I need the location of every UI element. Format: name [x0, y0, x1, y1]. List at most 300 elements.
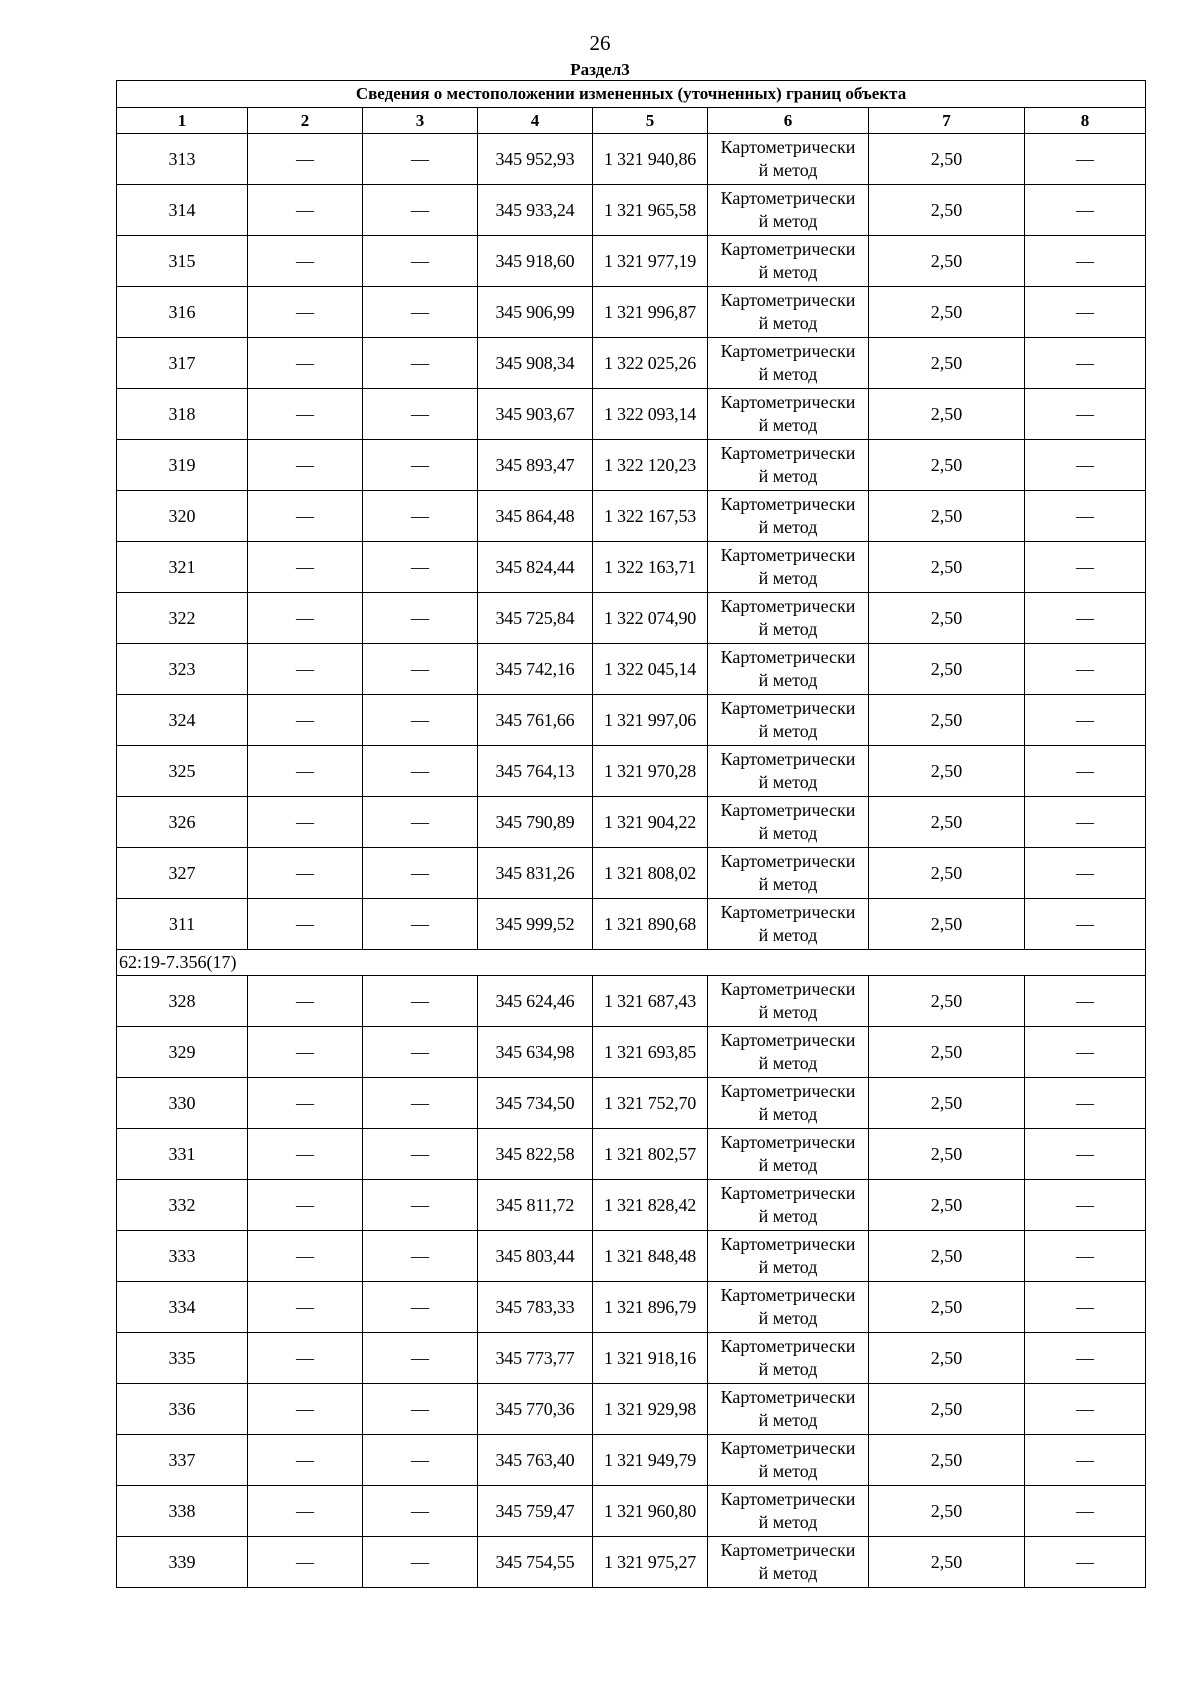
dash-cell: — [363, 593, 478, 644]
point-number: 328 [117, 976, 248, 1027]
coordinate-x: 345 790,89 [478, 797, 593, 848]
dash-cell: — [1025, 899, 1146, 950]
point-number: 322 [117, 593, 248, 644]
method-line-1: Картометрически [720, 290, 856, 310]
method-cell [708, 1129, 869, 1180]
page-number: 26 [589, 31, 611, 55]
method-line-2: й метод [758, 874, 818, 894]
dash-cell: — [363, 695, 478, 746]
coordinate-y: 1 321 975,27 [593, 1537, 708, 1588]
method-line-1: Картометрически [720, 1081, 856, 1101]
dash-cell: — [363, 1486, 478, 1537]
coordinate-y: 1 322 074,90 [593, 593, 708, 644]
coordinate-y: 1 322 163,71 [593, 542, 708, 593]
accuracy-value: 2,50 [869, 491, 1025, 542]
coordinate-x: 345 759,47 [478, 1486, 593, 1537]
method-line-2: й метод [758, 1155, 818, 1175]
method-cell [708, 1282, 869, 1333]
coordinate-x: 345 725,84 [478, 593, 593, 644]
accuracy-value: 2,50 [869, 1027, 1025, 1078]
method-line-1: Картометрически [720, 239, 856, 259]
dash-cell: — [363, 491, 478, 542]
accuracy-value: 2,50 [869, 1486, 1025, 1537]
dash-cell: — [363, 389, 478, 440]
dash-cell: — [1025, 287, 1146, 338]
method-line-2: й метод [758, 1461, 818, 1481]
accuracy-value: 2,50 [869, 593, 1025, 644]
method-cell [708, 1486, 869, 1537]
accuracy-value: 2,50 [869, 236, 1025, 287]
method-line-2: й метод [758, 1359, 818, 1379]
dash-cell: — [248, 1282, 363, 1333]
accuracy-value: 2,50 [869, 134, 1025, 185]
point-number: 325 [117, 746, 248, 797]
dash-cell: — [248, 542, 363, 593]
dash-cell: — [1025, 338, 1146, 389]
method-cell [708, 236, 869, 287]
dash-cell: — [1025, 695, 1146, 746]
coordinate-y: 1 321 997,06 [593, 695, 708, 746]
coordinate-y: 1 321 896,79 [593, 1282, 708, 1333]
point-number: 319 [117, 440, 248, 491]
dash-cell: — [363, 1384, 478, 1435]
coordinate-y: 1 321 949,79 [593, 1435, 708, 1486]
method-cell [708, 899, 869, 950]
table-caption-row [117, 81, 1146, 108]
column-header-4: 4 [478, 108, 593, 134]
point-number: 326 [117, 797, 248, 848]
dash-cell: — [363, 1333, 478, 1384]
table-row [117, 389, 1146, 440]
method-cell [708, 1027, 869, 1078]
point-number: 317 [117, 338, 248, 389]
method-line-2: й метод [758, 568, 818, 588]
coordinate-x: 345 893,47 [478, 440, 593, 491]
coordinate-y: 1 321 977,19 [593, 236, 708, 287]
table-row [117, 797, 1146, 848]
coordinate-y: 1 322 120,23 [593, 440, 708, 491]
dash-cell: — [1025, 236, 1146, 287]
group-label-row [117, 950, 1146, 976]
method-line-2: й метод [758, 823, 818, 843]
dash-cell: — [363, 1435, 478, 1486]
method-line-2: й метод [758, 415, 818, 435]
coordinate-y: 1 322 025,26 [593, 338, 708, 389]
method-cell [708, 287, 869, 338]
coordinate-y: 1 321 918,16 [593, 1333, 708, 1384]
dash-cell: — [248, 1333, 363, 1384]
coordinate-x: 345 906,99 [478, 287, 593, 338]
dash-cell: — [1025, 1180, 1146, 1231]
dash-cell: — [1025, 1435, 1146, 1486]
method-cell [708, 1180, 869, 1231]
point-number: 313 [117, 134, 248, 185]
method-cell [708, 1435, 869, 1486]
coordinate-y: 1 321 693,85 [593, 1027, 708, 1078]
column-header-8: 8 [1025, 108, 1146, 134]
method-cell [708, 593, 869, 644]
table-row [117, 542, 1146, 593]
table-row [117, 1486, 1146, 1537]
dash-cell: — [1025, 491, 1146, 542]
method-cell [708, 542, 869, 593]
coordinate-y: 1 321 970,28 [593, 746, 708, 797]
coordinate-x: 345 773,77 [478, 1333, 593, 1384]
column-header-2: 2 [248, 108, 363, 134]
coordinate-y: 1 322 167,53 [593, 491, 708, 542]
table-row [117, 1129, 1146, 1180]
coordinate-x: 345 933,24 [478, 185, 593, 236]
table-row [117, 746, 1146, 797]
accuracy-value: 2,50 [869, 185, 1025, 236]
coordinates-table [116, 80, 1146, 1588]
coordinate-x: 345 811,72 [478, 1180, 593, 1231]
method-line-1: Картометрически [720, 1489, 856, 1509]
coordinate-x: 345 918,60 [478, 236, 593, 287]
dash-cell: — [248, 1129, 363, 1180]
coordinate-x: 345 634,98 [478, 1027, 593, 1078]
coordinate-x: 345 754,55 [478, 1537, 593, 1588]
dash-cell: — [248, 440, 363, 491]
dash-cell: — [248, 185, 363, 236]
coordinate-y: 1 321 848,48 [593, 1231, 708, 1282]
dash-cell: — [1025, 593, 1146, 644]
method-line-1: Картометрически [720, 1183, 856, 1203]
coordinate-y: 1 321 996,87 [593, 287, 708, 338]
dash-cell: — [248, 1486, 363, 1537]
dash-cell: — [1025, 848, 1146, 899]
dash-cell: — [363, 440, 478, 491]
dash-cell: — [363, 848, 478, 899]
method-line-1: Картометрически [720, 188, 856, 208]
method-line-1: Картометрически [720, 1030, 856, 1050]
accuracy-value: 2,50 [869, 899, 1025, 950]
method-line-2: й метод [758, 313, 818, 333]
coordinate-x: 345 734,50 [478, 1078, 593, 1129]
accuracy-value: 2,50 [869, 848, 1025, 899]
point-number: 331 [117, 1129, 248, 1180]
dash-cell: — [363, 1027, 478, 1078]
method-line-2: й метод [758, 262, 818, 282]
accuracy-value: 2,50 [869, 976, 1025, 1027]
table-row [117, 1384, 1146, 1435]
table-caption: Сведения о местоположении измененных (уточненных) границ объекта [117, 81, 1146, 108]
method-line-1: Картометрически [720, 1336, 856, 1356]
coordinate-x: 345 742,16 [478, 644, 593, 695]
dash-cell: — [363, 1180, 478, 1231]
point-number: 334 [117, 1282, 248, 1333]
coordinate-x: 345 999,52 [478, 899, 593, 950]
table-row [117, 287, 1146, 338]
table-row [117, 236, 1146, 287]
method-line-1: Картометрически [720, 800, 856, 820]
coordinate-y: 1 321 960,80 [593, 1486, 708, 1537]
coordinate-y: 1 321 802,57 [593, 1129, 708, 1180]
accuracy-value: 2,50 [869, 287, 1025, 338]
group-label: 62:19-7.356(17) [117, 950, 1146, 976]
accuracy-value: 2,50 [869, 1333, 1025, 1384]
dash-cell: — [1025, 1129, 1146, 1180]
dash-cell: — [1025, 542, 1146, 593]
coordinate-y: 1 321 965,58 [593, 185, 708, 236]
method-cell [708, 1231, 869, 1282]
method-cell [708, 1537, 869, 1588]
point-number: 321 [117, 542, 248, 593]
point-number: 318 [117, 389, 248, 440]
coordinate-x: 345 763,40 [478, 1435, 593, 1486]
point-number: 329 [117, 1027, 248, 1078]
accuracy-value: 2,50 [869, 1231, 1025, 1282]
dash-cell: — [363, 1078, 478, 1129]
coordinate-y: 1 321 940,86 [593, 134, 708, 185]
coordinate-x: 345 761,66 [478, 695, 593, 746]
method-line-1: Картометрически [720, 902, 856, 922]
dash-cell: — [248, 338, 363, 389]
accuracy-value: 2,50 [869, 1282, 1025, 1333]
dash-cell: — [1025, 797, 1146, 848]
dash-cell: — [363, 287, 478, 338]
coordinate-x: 345 908,34 [478, 338, 593, 389]
dash-cell: — [248, 1180, 363, 1231]
coordinate-x: 345 764,13 [478, 746, 593, 797]
dash-cell: — [1025, 746, 1146, 797]
dash-cell: — [248, 644, 363, 695]
method-line-2: й метод [758, 211, 818, 231]
table-row [117, 1027, 1146, 1078]
dash-cell: — [248, 1231, 363, 1282]
dash-cell: — [248, 746, 363, 797]
method-line-2: й метод [758, 1410, 818, 1430]
table-row [117, 185, 1146, 236]
point-number: 336 [117, 1384, 248, 1435]
method-line-1: Картометрически [720, 851, 856, 871]
method-line-1: Картометрически [720, 392, 856, 412]
accuracy-value: 2,50 [869, 1078, 1025, 1129]
coordinate-x: 345 903,67 [478, 389, 593, 440]
table-row [117, 1537, 1146, 1588]
dash-cell: — [248, 1384, 363, 1435]
point-number: 324 [117, 695, 248, 746]
method-line-2: й метод [758, 1206, 818, 1226]
dash-cell: — [1025, 1537, 1146, 1588]
method-line-1: Картометрически [720, 698, 856, 718]
method-line-1: Картометрически [720, 1285, 856, 1305]
method-line-2: й метод [758, 1512, 818, 1532]
dash-cell: — [248, 1027, 363, 1078]
dash-cell: — [1025, 644, 1146, 695]
table-row [117, 1282, 1146, 1333]
dash-cell: — [1025, 1231, 1146, 1282]
dash-cell: — [1025, 1027, 1146, 1078]
method-cell [708, 797, 869, 848]
table-row [117, 440, 1146, 491]
dash-cell: — [1025, 134, 1146, 185]
method-cell [708, 848, 869, 899]
method-cell [708, 491, 869, 542]
method-line-2: й метод [758, 1257, 818, 1277]
coordinate-y: 1 321 828,42 [593, 1180, 708, 1231]
method-line-2: й метод [758, 1308, 818, 1328]
dash-cell: — [363, 542, 478, 593]
point-number: 323 [117, 644, 248, 695]
dash-cell: — [248, 1537, 363, 1588]
method-line-1: Картометрически [720, 1387, 856, 1407]
column-header-6: 6 [708, 108, 869, 134]
dash-cell: — [363, 1129, 478, 1180]
accuracy-value: 2,50 [869, 746, 1025, 797]
method-line-2: й метод [758, 517, 818, 537]
point-number: 315 [117, 236, 248, 287]
method-cell [708, 976, 869, 1027]
method-line-2: й метод [758, 1104, 818, 1124]
coordinate-y: 1 321 808,02 [593, 848, 708, 899]
table-row [117, 134, 1146, 185]
table-body [117, 81, 1146, 1588]
method-line-1: Картометрически [720, 749, 856, 769]
method-cell [708, 338, 869, 389]
method-cell [708, 695, 869, 746]
dash-cell: — [363, 1537, 478, 1588]
method-line-1: Картометрически [720, 443, 856, 463]
table-row [117, 899, 1146, 950]
dash-cell: — [248, 593, 363, 644]
dash-cell: — [363, 746, 478, 797]
dash-cell: — [363, 899, 478, 950]
coordinate-x: 345 831,26 [478, 848, 593, 899]
accuracy-value: 2,50 [869, 338, 1025, 389]
dash-cell: — [363, 338, 478, 389]
coordinate-y: 1 321 752,70 [593, 1078, 708, 1129]
column-header-1: 1 [117, 108, 248, 134]
table-row [117, 338, 1146, 389]
accuracy-value: 2,50 [869, 797, 1025, 848]
method-line-2: й метод [758, 1002, 818, 1022]
column-header-row [117, 108, 1146, 134]
method-line-2: й метод [758, 670, 818, 690]
dash-cell: — [1025, 1078, 1146, 1129]
dash-cell: — [1025, 185, 1146, 236]
dash-cell: — [248, 389, 363, 440]
method-line-2: й метод [758, 772, 818, 792]
method-cell [708, 1078, 869, 1129]
dash-cell: — [1025, 440, 1146, 491]
dash-cell: — [1025, 1282, 1146, 1333]
method-cell [708, 746, 869, 797]
dash-cell: — [363, 976, 478, 1027]
coordinate-y: 1 321 687,43 [593, 976, 708, 1027]
dash-cell: — [363, 797, 478, 848]
column-header-3: 3 [363, 108, 478, 134]
point-number: 320 [117, 491, 248, 542]
accuracy-value: 2,50 [869, 1384, 1025, 1435]
table-row [117, 1078, 1146, 1129]
accuracy-value: 2,50 [869, 542, 1025, 593]
coordinate-x: 345 770,36 [478, 1384, 593, 1435]
point-number: 314 [117, 185, 248, 236]
dash-cell: — [248, 899, 363, 950]
dash-cell: — [248, 848, 363, 899]
method-cell [708, 185, 869, 236]
method-line-2: й метод [758, 1563, 818, 1583]
table-row [117, 1180, 1146, 1231]
point-number: 330 [117, 1078, 248, 1129]
table-row [117, 695, 1146, 746]
accuracy-value: 2,50 [869, 440, 1025, 491]
method-line-1: Картометрически [720, 1234, 856, 1254]
method-cell [708, 1333, 869, 1384]
method-line-2: й метод [758, 364, 818, 384]
coordinate-x: 345 783,33 [478, 1282, 593, 1333]
method-line-2: й метод [758, 466, 818, 486]
method-line-1: Картометрически [720, 341, 856, 361]
table-row [117, 1435, 1146, 1486]
point-number: 333 [117, 1231, 248, 1282]
method-line-1: Картометрически [720, 545, 856, 565]
point-number: 332 [117, 1180, 248, 1231]
method-cell [708, 134, 869, 185]
point-number: 339 [117, 1537, 248, 1588]
dash-cell: — [248, 236, 363, 287]
accuracy-value: 2,50 [869, 1537, 1025, 1588]
method-line-1: Картометрически [720, 647, 856, 667]
method-cell [708, 644, 869, 695]
method-line-1: Картометрически [720, 1132, 856, 1152]
coordinate-y: 1 322 045,14 [593, 644, 708, 695]
section-title: Раздел3 [570, 60, 630, 79]
table-row [117, 644, 1146, 695]
accuracy-value: 2,50 [869, 1129, 1025, 1180]
coordinate-x: 345 864,48 [478, 491, 593, 542]
dash-cell: — [248, 695, 363, 746]
coordinate-x: 345 624,46 [478, 976, 593, 1027]
coordinate-x: 345 803,44 [478, 1231, 593, 1282]
method-line-2: й метод [758, 925, 818, 945]
accuracy-value: 2,50 [869, 644, 1025, 695]
point-number: 327 [117, 848, 248, 899]
method-line-1: Картометрически [720, 137, 856, 157]
table-row [117, 1333, 1146, 1384]
dash-cell: — [363, 1282, 478, 1333]
point-number: 337 [117, 1435, 248, 1486]
coordinate-y: 1 322 093,14 [593, 389, 708, 440]
table-row [117, 976, 1146, 1027]
dash-cell: — [363, 134, 478, 185]
method-line-2: й метод [758, 1053, 818, 1073]
method-line-2: й метод [758, 160, 818, 180]
dash-cell: — [1025, 1384, 1146, 1435]
column-header-5: 5 [593, 108, 708, 134]
dash-cell: — [1025, 389, 1146, 440]
method-line-1: Картометрически [720, 979, 856, 999]
coordinate-x: 345 952,93 [478, 134, 593, 185]
table-row [117, 1231, 1146, 1282]
point-number: 338 [117, 1486, 248, 1537]
table-row [117, 848, 1146, 899]
coordinate-y: 1 321 890,68 [593, 899, 708, 950]
coordinate-y: 1 321 929,98 [593, 1384, 708, 1435]
dash-cell: — [248, 1435, 363, 1486]
column-header-7: 7 [869, 108, 1025, 134]
method-cell [708, 1384, 869, 1435]
accuracy-value: 2,50 [869, 1435, 1025, 1486]
dash-cell: — [1025, 976, 1146, 1027]
table-row [117, 491, 1146, 542]
dash-cell: — [363, 1231, 478, 1282]
point-number: 316 [117, 287, 248, 338]
method-line-1: Картометрически [720, 1540, 856, 1560]
dash-cell: — [248, 976, 363, 1027]
dash-cell: — [363, 236, 478, 287]
